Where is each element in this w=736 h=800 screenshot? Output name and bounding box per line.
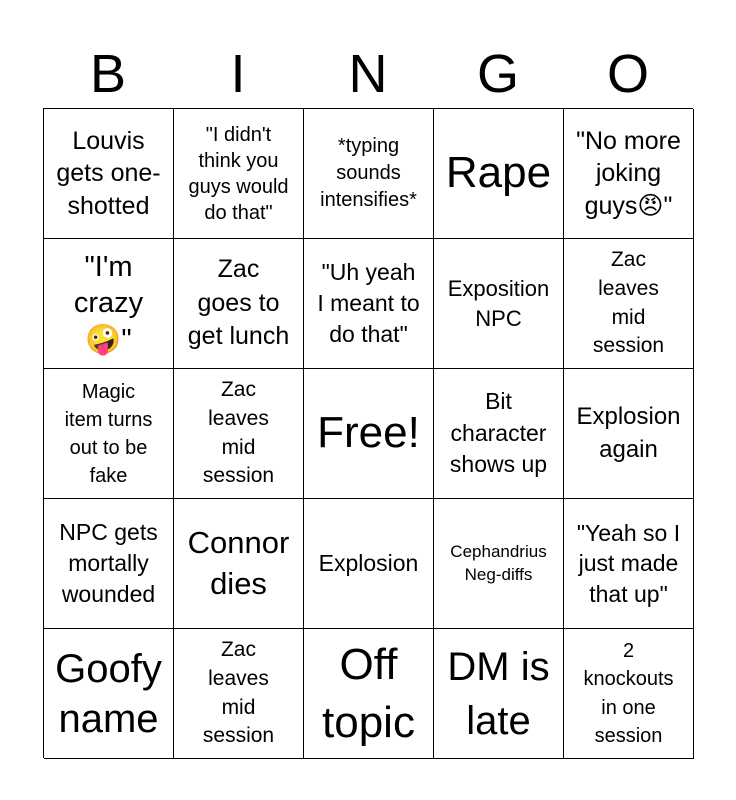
- bingo-cell[interactable]: [434, 629, 564, 759]
- bingo-cell-text: "Yeah so I just made that up": [576, 519, 681, 607]
- bingo-cell-text: Explosion again: [576, 403, 681, 463]
- bingo-cell-text: "I'm crazy 🤪": [73, 251, 144, 356]
- bingo-cell[interactable]: [434, 239, 564, 369]
- header-letter-n: N: [348, 44, 388, 104]
- header-letter-b: B: [89, 44, 127, 104]
- bingo-cell-text: "I didn't think you guys would do that": [188, 123, 289, 224]
- bingo-cell-text: Exposition NPC: [447, 275, 550, 331]
- bingo-cell-text: Bit character shows up: [449, 387, 548, 478]
- bingo-cell[interactable]: [564, 499, 694, 629]
- bingo-cell-text: Rape: [445, 148, 552, 198]
- bingo-cell[interactable]: [434, 499, 564, 629]
- bingo-cell-text: *typing sounds intensifies*: [320, 135, 417, 211]
- bingo-cell-text: Zac leaves mid session: [202, 637, 275, 748]
- bingo-cell[interactable]: [564, 629, 694, 759]
- bingo-cell-text: Zac leaves mid session: [592, 247, 665, 358]
- bingo-cell-text: 2 knockouts in one session: [583, 639, 674, 747]
- bingo-cell[interactable]: [44, 109, 174, 239]
- bingo-cell[interactable]: [174, 629, 304, 759]
- bingo-cell[interactable]: [174, 369, 304, 499]
- bingo-cell-text: Connor dies: [187, 525, 290, 601]
- bingo-cell[interactable]: [174, 499, 304, 629]
- bingo-cell-text: Zac leaves mid session: [202, 377, 275, 488]
- bingo-cell[interactable]: [44, 629, 174, 759]
- bingo-cell-text: Goofy name: [55, 646, 162, 741]
- bingo-board: [43, 108, 693, 758]
- bingo-cell[interactable]: [44, 239, 174, 369]
- bingo-cell-text: Free!: [317, 408, 420, 458]
- header-letter-o: O: [606, 44, 649, 104]
- bingo-cell[interactable]: [44, 499, 174, 629]
- bingo-cell-text: Cephandrius Neg-diffs: [450, 541, 547, 584]
- bingo-header: [43, 40, 693, 108]
- bingo-cell[interactable]: [44, 369, 174, 499]
- header-letter-i: I: [230, 44, 246, 104]
- header-letter-g: G: [476, 44, 519, 104]
- free-space-cell[interactable]: [304, 369, 434, 499]
- bingo-cell-text: NPC gets mortally wounded: [59, 518, 158, 608]
- bingo-cell[interactable]: [564, 369, 694, 499]
- bingo-cell-text: Explosion: [318, 549, 419, 576]
- bingo-cell-text: Magic item turns out to be fake: [64, 380, 153, 487]
- bingo-cell[interactable]: [564, 239, 694, 369]
- bingo-cell[interactable]: [304, 499, 434, 629]
- bingo-cell-text: "Uh yeah I meant to do that": [317, 258, 420, 348]
- bingo-cell-text: DM is late: [447, 644, 550, 743]
- bingo-cell[interactable]: [174, 109, 304, 239]
- bingo-cell-text: Louvis gets one- shotted: [56, 126, 161, 220]
- bingo-cell[interactable]: [304, 109, 434, 239]
- bingo-cell-text: Off topic: [322, 640, 415, 747]
- bingo-cell[interactable]: [434, 109, 564, 239]
- bingo-cell-text: Zac goes to get lunch: [187, 254, 290, 351]
- bingo-cell[interactable]: [564, 109, 694, 239]
- bingo-cell[interactable]: [304, 629, 434, 759]
- bingo-cell[interactable]: [174, 239, 304, 369]
- bingo-cell-text: "No more joking guys😠": [576, 126, 681, 220]
- bingo-cell[interactable]: [434, 369, 564, 499]
- bingo-cell[interactable]: [304, 239, 434, 369]
